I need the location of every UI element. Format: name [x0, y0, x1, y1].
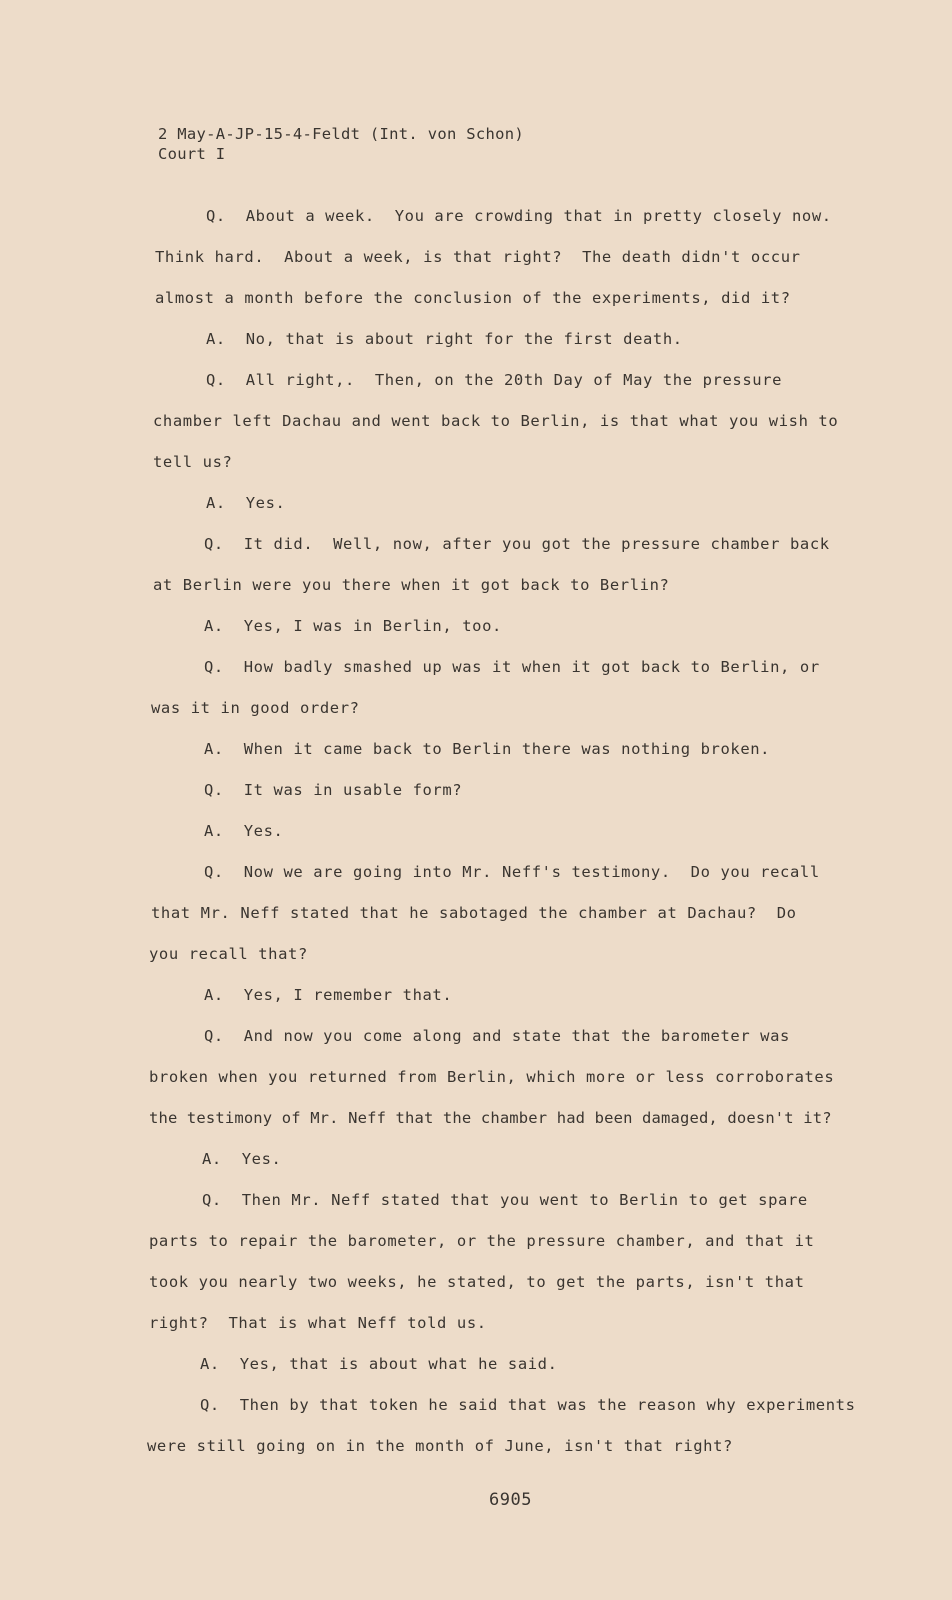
transcript-line: parts to repair the barometer, or the pressure chamber, and that it	[149, 1232, 815, 1250]
transcript-line: Think hard. About a week, is that right? The death didn't occur	[155, 248, 801, 266]
transcript-line: the testimony of Mr. Neff that the chamber had been damaged, doesn't it?	[149, 1109, 832, 1127]
transcript-line: Q. How badly smashed up was it when it got back to Berlin, or	[204, 658, 820, 676]
transcript-line: broken when you returned from Berlin, which more or less corroborates	[149, 1068, 835, 1086]
transcript-line: right? That is what Neff told us.	[149, 1314, 487, 1332]
page-number: 6905	[489, 1490, 532, 1510]
transcript-line: A. No, that is about right for the first death.	[206, 330, 683, 348]
transcript-line: Q. It was in usable form?	[204, 781, 463, 799]
document-header	[158, 124, 524, 164]
transcript-line: Q. About a week. You are crowding that in pretty closely now.	[206, 207, 832, 225]
transcript-line: that Mr. Neff stated that he sabotaged the chamber at Dachau? Do	[151, 904, 797, 922]
transcript-line: A. Yes, that is about what he said.	[200, 1355, 558, 1373]
transcript-line: Q. Then Mr. Neff stated that you went to Berlin to get spare	[202, 1191, 808, 1209]
transcript-line: you recall that?	[149, 945, 308, 963]
transcript-line: Q. Then by that token he said that was the reason why experiments	[200, 1396, 856, 1414]
transcript-line: A. When it came back to Berlin there was nothing broken.	[204, 740, 771, 758]
transcript-line: tell us?	[153, 453, 233, 471]
transcript-line: took you nearly two weeks, he stated, to get the parts, isn't that	[149, 1273, 805, 1291]
header-reference: 2 May-A-JP-15-4-Feldt (Int. von Schon)	[158, 125, 525, 143]
transcript-line: A. Yes.	[204, 822, 284, 840]
transcript-line: Q. All right,. Then, on the 20th Day of May the pressure	[206, 371, 783, 389]
transcript-line: Q. It did. Well, now, after you got the pressure chamber back	[204, 535, 830, 553]
transcript-line: chamber left Dachau and went back to Berlin, is that what you wish to	[153, 412, 839, 430]
transcript-line: A. Yes.	[206, 494, 286, 512]
transcript-line: A. Yes, I remember that.	[204, 986, 453, 1004]
transcript-line: were still going on in the month of June, isn't that right?	[147, 1437, 733, 1455]
transcript-line: A. Yes, I was in Berlin, too.	[204, 617, 502, 635]
transcript-line: at Berlin were you there when it got back to Berlin?	[153, 576, 670, 594]
transcript-line: A. Yes.	[202, 1150, 282, 1168]
transcript-line: was it in good order?	[151, 699, 360, 717]
transcript-line: Q. And now you come along and state that the barometer was	[204, 1027, 790, 1045]
transcript-line: almost a month before the conclusion of the experiments, did it?	[155, 289, 791, 307]
transcript-line: Q. Now we are going into Mr. Neff's testimony. Do you recall	[204, 863, 820, 881]
header-court: Court I	[158, 145, 226, 163]
